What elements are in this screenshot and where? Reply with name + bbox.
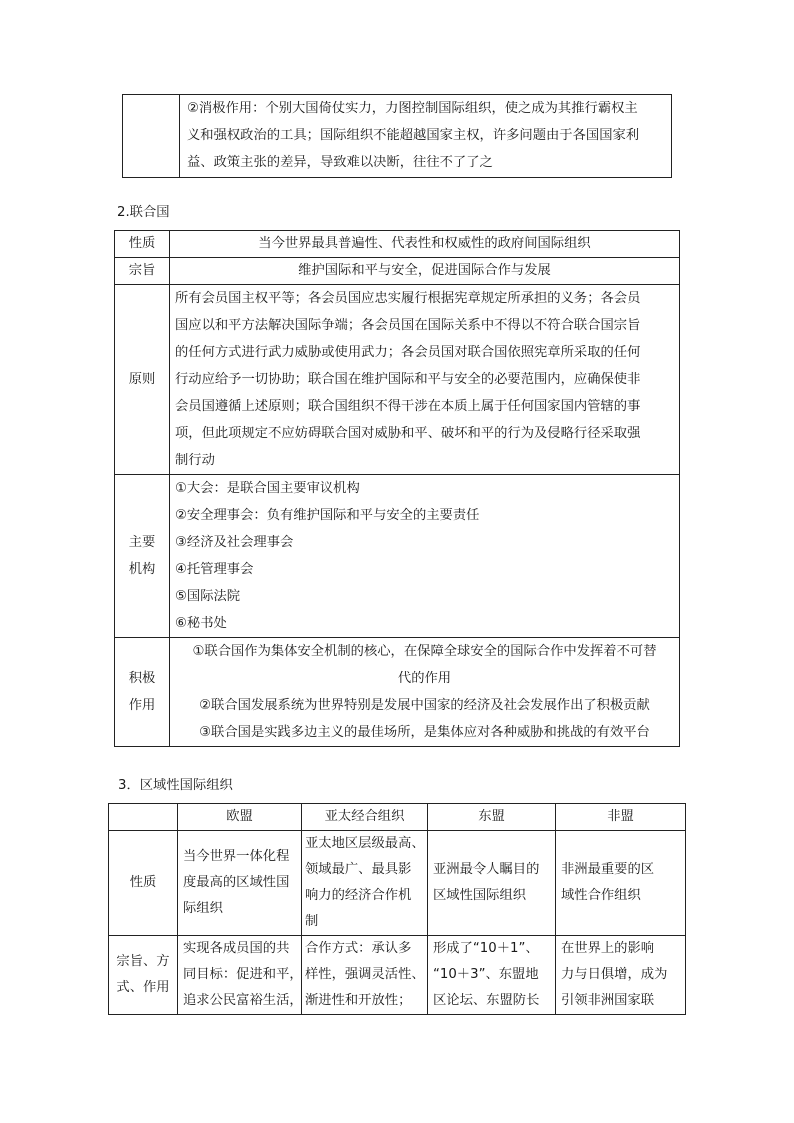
organs-value — [170, 475, 680, 638]
text-line: 国应以和平方法解决国际争端；各会员国在国际关系中不得以不符合联合国宗旨 — [175, 318, 641, 333]
table-united-nations — [114, 230, 680, 747]
text-line: 代的作用 — [397, 671, 452, 686]
column-header: 东盟 — [428, 804, 556, 831]
table-international-orgs-continued — [122, 94, 672, 178]
row-label — [109, 936, 178, 1015]
text-line: 义和强权政治的工具；国际组织不能超越国家主权，许多问题由于各国国家利 — [187, 128, 640, 143]
table-regional-orgs — [108, 803, 686, 1015]
label-line: 作用 — [128, 698, 156, 713]
row-label — [115, 638, 170, 747]
text-line: 力与日俱增，成为 — [561, 967, 668, 982]
table-row — [115, 258, 680, 285]
asean-nature-cell — [428, 831, 556, 936]
principles-value — [170, 285, 680, 475]
apec-purpose-cell — [302, 936, 428, 1015]
text-line: 行动应给予一切协助；联合国在维护国际和平与安全的必要范围内，应确保使非 — [175, 372, 641, 387]
text-line: 同目标：促进和平， — [183, 967, 303, 982]
column-header: 亚太经合组织 — [302, 804, 428, 831]
au-nature-cell — [556, 831, 686, 936]
row-label: 性质 — [109, 831, 178, 936]
text-line: 所有会员国主权平等；各会员国应忠实履行根据宪章规定所承担的义务；各会员 — [175, 291, 641, 306]
text-line: 益、政策主张的差异，导致难以决断，往往不了了之 — [187, 155, 493, 170]
text-line: 区域性国际组织 — [433, 888, 527, 903]
table-header-row — [109, 804, 686, 831]
table-row — [109, 831, 686, 936]
section-heading-un: 2.联合国 — [117, 205, 170, 220]
text-line: 渐进性和开放性； — [305, 993, 412, 1008]
organ-item: ②安全理事会：负有维护国际和平与安全的主要责任 — [175, 508, 480, 523]
text-line: 形成了“10＋1”、 — [433, 941, 539, 956]
organ-item: ④托管理事会 — [175, 562, 254, 577]
eu-nature-cell — [178, 831, 302, 936]
text-line: 区论坛、东盟防长 — [433, 993, 540, 1008]
text-line: ②消极作用：个别大国倚仗实力，力图控制国际组织，使之成为其推行霸权主 — [187, 101, 638, 116]
text-line: 制行动 — [175, 453, 215, 468]
row-label: 性质 — [115, 231, 170, 258]
negative-role-cell — [180, 95, 672, 178]
purpose-value: 维护国际和平与安全，促进国际合作与发展 — [170, 258, 680, 285]
text-line: 引领非洲国家联 — [561, 993, 655, 1008]
label-line: 机构 — [128, 562, 156, 577]
text-line: 追求公民富裕生活， — [183, 993, 303, 1008]
table-row — [109, 936, 686, 1015]
text-line: 合作方式：承认多 — [305, 941, 412, 956]
text-line: ①联合国作为集体安全机制的核心，在保障全球安全的国际合作中发挥着不可替 — [192, 644, 657, 659]
text-line: 度最高的区域性国 — [183, 875, 290, 890]
label-line: 积极 — [128, 671, 156, 686]
asean-purpose-cell — [428, 936, 556, 1015]
row-label — [115, 475, 170, 638]
text-line: 制 — [305, 914, 319, 929]
text-line: 亚洲最令人瞩目的 — [433, 862, 540, 877]
text-line: 实现各成员国的共 — [183, 941, 290, 956]
text-line: 际组织 — [183, 901, 223, 916]
column-header — [109, 804, 178, 831]
column-header: 欧盟 — [178, 804, 302, 831]
text-line: ②联合国发展系统为世界特别是发展中国家的经济及社会发展作出了积极贡献 — [199, 698, 650, 713]
empty-cell — [123, 95, 180, 178]
au-purpose-cell — [556, 936, 686, 1015]
section-heading-regional: 3．区域性国际组织 — [118, 778, 233, 793]
label-line: 宗旨、方 — [116, 954, 170, 969]
table-row — [115, 231, 680, 258]
row-label: 宗旨 — [115, 258, 170, 285]
text-line: 响力的经济合作机 — [305, 888, 412, 903]
text-line: 亚太地区层级最高、 — [305, 836, 425, 851]
organ-item: ⑤国际法院 — [175, 589, 241, 604]
text-line: “10＋3”、东盟地 — [433, 967, 539, 982]
eu-purpose-cell — [178, 936, 302, 1015]
text-line: 非洲最重要的区 — [561, 862, 655, 877]
table-row — [115, 475, 680, 638]
nature-value: 当今世界最具普遍性、代表性和权威性的政府间国际组织 — [170, 231, 680, 258]
text-line: 在世界上的影响 — [561, 941, 655, 956]
apec-nature-cell — [302, 831, 428, 936]
organ-item: ①大会：是联合国主要审议机构 — [175, 481, 360, 496]
text-line: 项，但此项规定不应妨碍联合国对威胁和平、破坏和平的行为及侵略行径采取强 — [175, 426, 641, 441]
table-row — [123, 95, 672, 178]
organ-item: ⑥秘书处 — [175, 616, 227, 631]
column-header: 非盟 — [556, 804, 686, 831]
text-line: 当今世界一体化程 — [183, 849, 290, 864]
text-line: 领域最广、最具影 — [305, 862, 412, 877]
text-line: ③联合国是实践多边主义的最佳场所，是集体应对各种威胁和挑战的有效平台 — [199, 725, 650, 740]
table-row — [115, 285, 680, 475]
table-row — [115, 638, 680, 747]
text-line: 会员国遵循上述原则；联合国组织不得干涉在本质上属于任何国家国内管辖的事 — [175, 399, 641, 414]
row-label: 原则 — [115, 285, 170, 475]
label-line: 式、作用 — [116, 980, 170, 995]
organ-item: ③经济及社会理事会 — [175, 535, 294, 550]
text-line: 域性合作组织 — [561, 888, 641, 903]
text-line: 的任何方式进行武力威胁或使用武力；各会员国对联合国依照宪章所采取的任何 — [175, 345, 641, 360]
roles-value — [170, 638, 680, 747]
label-line: 主要 — [128, 535, 156, 550]
text-line: 样性，强调灵活性、 — [305, 967, 425, 982]
